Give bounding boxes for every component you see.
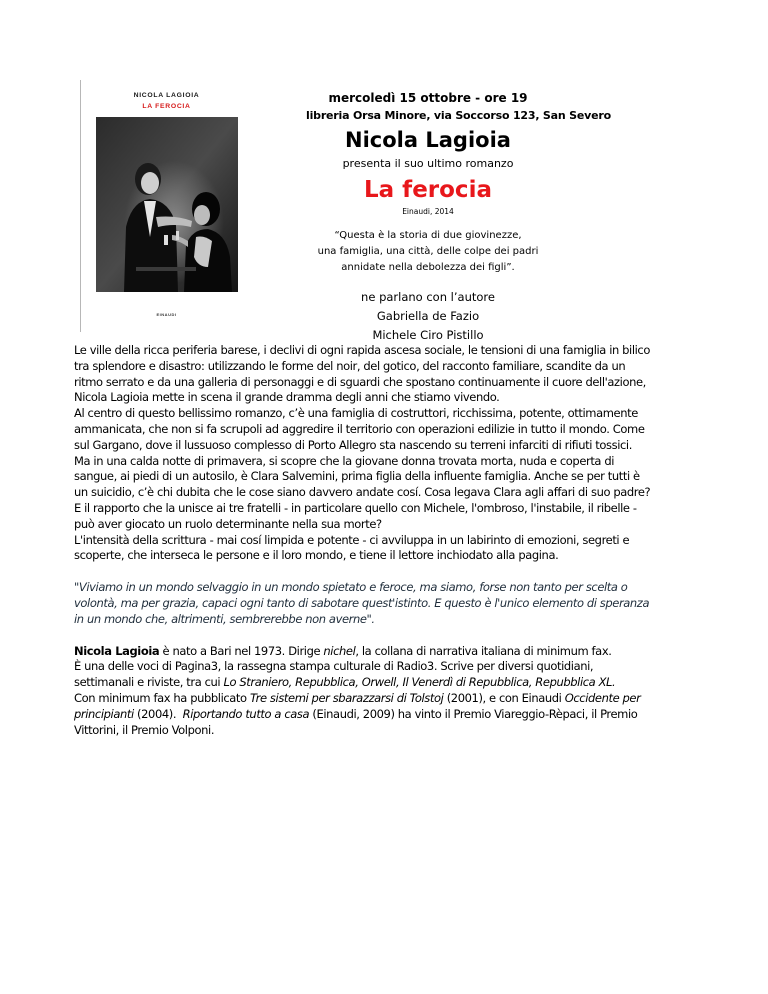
author-quote-line: volontà, ma per grazia, capaci ogni tanto di sabotare quest'istinto. E questo è l'unico elemento di speranza [74, 595, 650, 610]
bio-line: È una delle voci di Pagina3, la rassegna stampa culturale di Radio3. Scrive per diversi quotidiani, [74, 659, 594, 674]
bio-line [74, 675, 714, 691]
book-publisher: Einaudi, 2014 [402, 207, 454, 216]
author-bio [74, 644, 714, 739]
bio-series-name: nichel [323, 643, 356, 658]
bio-line: Vittorini, il Premio Volponi. [74, 722, 215, 737]
bio-line [74, 644, 714, 660]
bio-text: è nato a Bari nel 1973. Dirige [159, 643, 324, 658]
bio-book-title: Occidente per [564, 690, 641, 705]
synopsis-line: Al centro di questo bellissimo romanzo, c’è una famiglia di costruttori, ricchissima, potente, ottimamente [74, 406, 638, 421]
discussant-name: Michele Ciro Pistillo [372, 328, 484, 342]
author-quote-line: "Viviamo in un mondo selvaggio in un mondo spietato e feroce, ma siamo, forse non tanto per scelta o [74, 580, 628, 595]
body-text [74, 343, 714, 738]
synopsis-line: Nicola Lagioia mette in scena il grande dramma degli anni che stiamo vivendo. [74, 390, 500, 405]
tagline-line: “Questa è la storia di due giovinezze, [334, 230, 522, 241]
synopsis-line: sul Gargano, dove il lussuoso complesso di Porto Allegro sta nascendo su terreni infarciti di rifiuti tossici. [74, 437, 632, 452]
bio-book-title: Riportando tutto a casa [182, 706, 310, 721]
bio-publications: Lo Straniero, Repubblica, Orwell, Il Venerdì di Repubblica, Repubblica XL. [223, 675, 616, 690]
synopsis-line: ammanicata, che non si fa scrupoli ad aggredire il territorio con operazioni edilizie in tutto il mondo. Come [74, 421, 645, 436]
bio-text: (Einaudi, 2009) ha vinto il Premio Viareggio-Rèpaci, il Premio [309, 706, 638, 721]
synopsis-line: E il rapporto che la unisce ai tre fratelli - in particolare quello con Michele, l'ombroso, l'instabile, il ribelle - [74, 500, 637, 515]
synopsis-line: sangue, ai piedi di un autosilo, è Clara Salvemini, prima figlia della influente famiglia. Anche se per tutti è [74, 469, 640, 484]
book-cover [80, 80, 252, 332]
bio-text: (2004). [133, 706, 183, 721]
tagline-line: annidate nella debolezza dei figli”. [341, 262, 515, 273]
event-author: Nicola Lagioia [345, 128, 511, 152]
synopsis-paragraph [74, 343, 714, 564]
event-presents: presenta il suo ultimo romanzo [342, 157, 514, 170]
bio-text: Con minimum fax ha pubblicato [74, 690, 250, 705]
bio-book-title: Tre sistemi per sbarazzarsi di Tolstoj [249, 690, 444, 705]
event-date: mercoledì 15 ottobre - ore 19 [328, 91, 528, 105]
discussant-name: Gabriella de Fazio [376, 309, 480, 323]
bio-author-name: Nicola Lagioia [74, 643, 160, 658]
book-cover-photo [96, 117, 238, 292]
cover-publisher: EINAUDI [156, 312, 177, 317]
discussants-intro: ne parlano con l’autore [361, 290, 495, 304]
bio-line [74, 707, 714, 723]
book-title: La ferocia [364, 177, 492, 203]
cover-author: NICOLA LAGIOIA [133, 92, 200, 99]
synopsis-line: L'intensità della scrittura - mai cosí limpida e potente - ci avviluppa in un labirinto di emozioni, segreti e [74, 532, 630, 547]
bio-text: settimanali e riviste, tra cui [74, 675, 224, 690]
cover-title: LA FEROCIA [142, 103, 191, 110]
bio-text: (2001), e con Einaudi [443, 690, 565, 705]
discussants [306, 288, 550, 345]
bio-line [74, 691, 714, 707]
bio-text: , la collana di narrativa italiana di minimum fax. [355, 643, 612, 658]
synopsis-line: un suicidio, c’è chi dubita che le cose siano davvero andate cosí. Cosa legava Clara agli affari di suo padre? [74, 485, 651, 500]
synopsis-line: tra splendore e disastro: utilizzando le forme del noir, del gotico, del racconto familiare, scandite da un [74, 358, 626, 373]
tagline-line: una famiglia, una città, delle colpe dei padri [317, 246, 539, 257]
synopsis-line: può aver giocato un ruolo determinante nella sua morte? [74, 516, 382, 531]
synopsis-line: scoperte, che interseca le persone e il loro mondo, e tiene il lettore inchiodato alla pagina. [74, 548, 559, 563]
author-quote [74, 580, 714, 627]
synopsis-line: Le ville della ricca periferia barese, i declivi di ogni rapida ascesa sociale, le tensioni di una famiglia in bilico [74, 343, 650, 357]
synopsis-line: Ma in una calda notte di primavera, si scopre che la giovane donna trovata morta, nuda e coperta di [74, 453, 615, 468]
book-tagline [306, 228, 550, 276]
bio-book-title: principianti [74, 706, 134, 721]
event-header [306, 90, 611, 345]
synopsis-line: ritmo serrato e da una galleria di personaggi e di sguardi che spostano continuamente il cuore dell'azione, [74, 374, 646, 389]
author-quote-line: in un mondo che, altrimenti, sembrerebbe non averne". [74, 611, 375, 626]
event-venue: libreria Orsa Minore, via Soccorso 123, San Severo [306, 109, 611, 122]
